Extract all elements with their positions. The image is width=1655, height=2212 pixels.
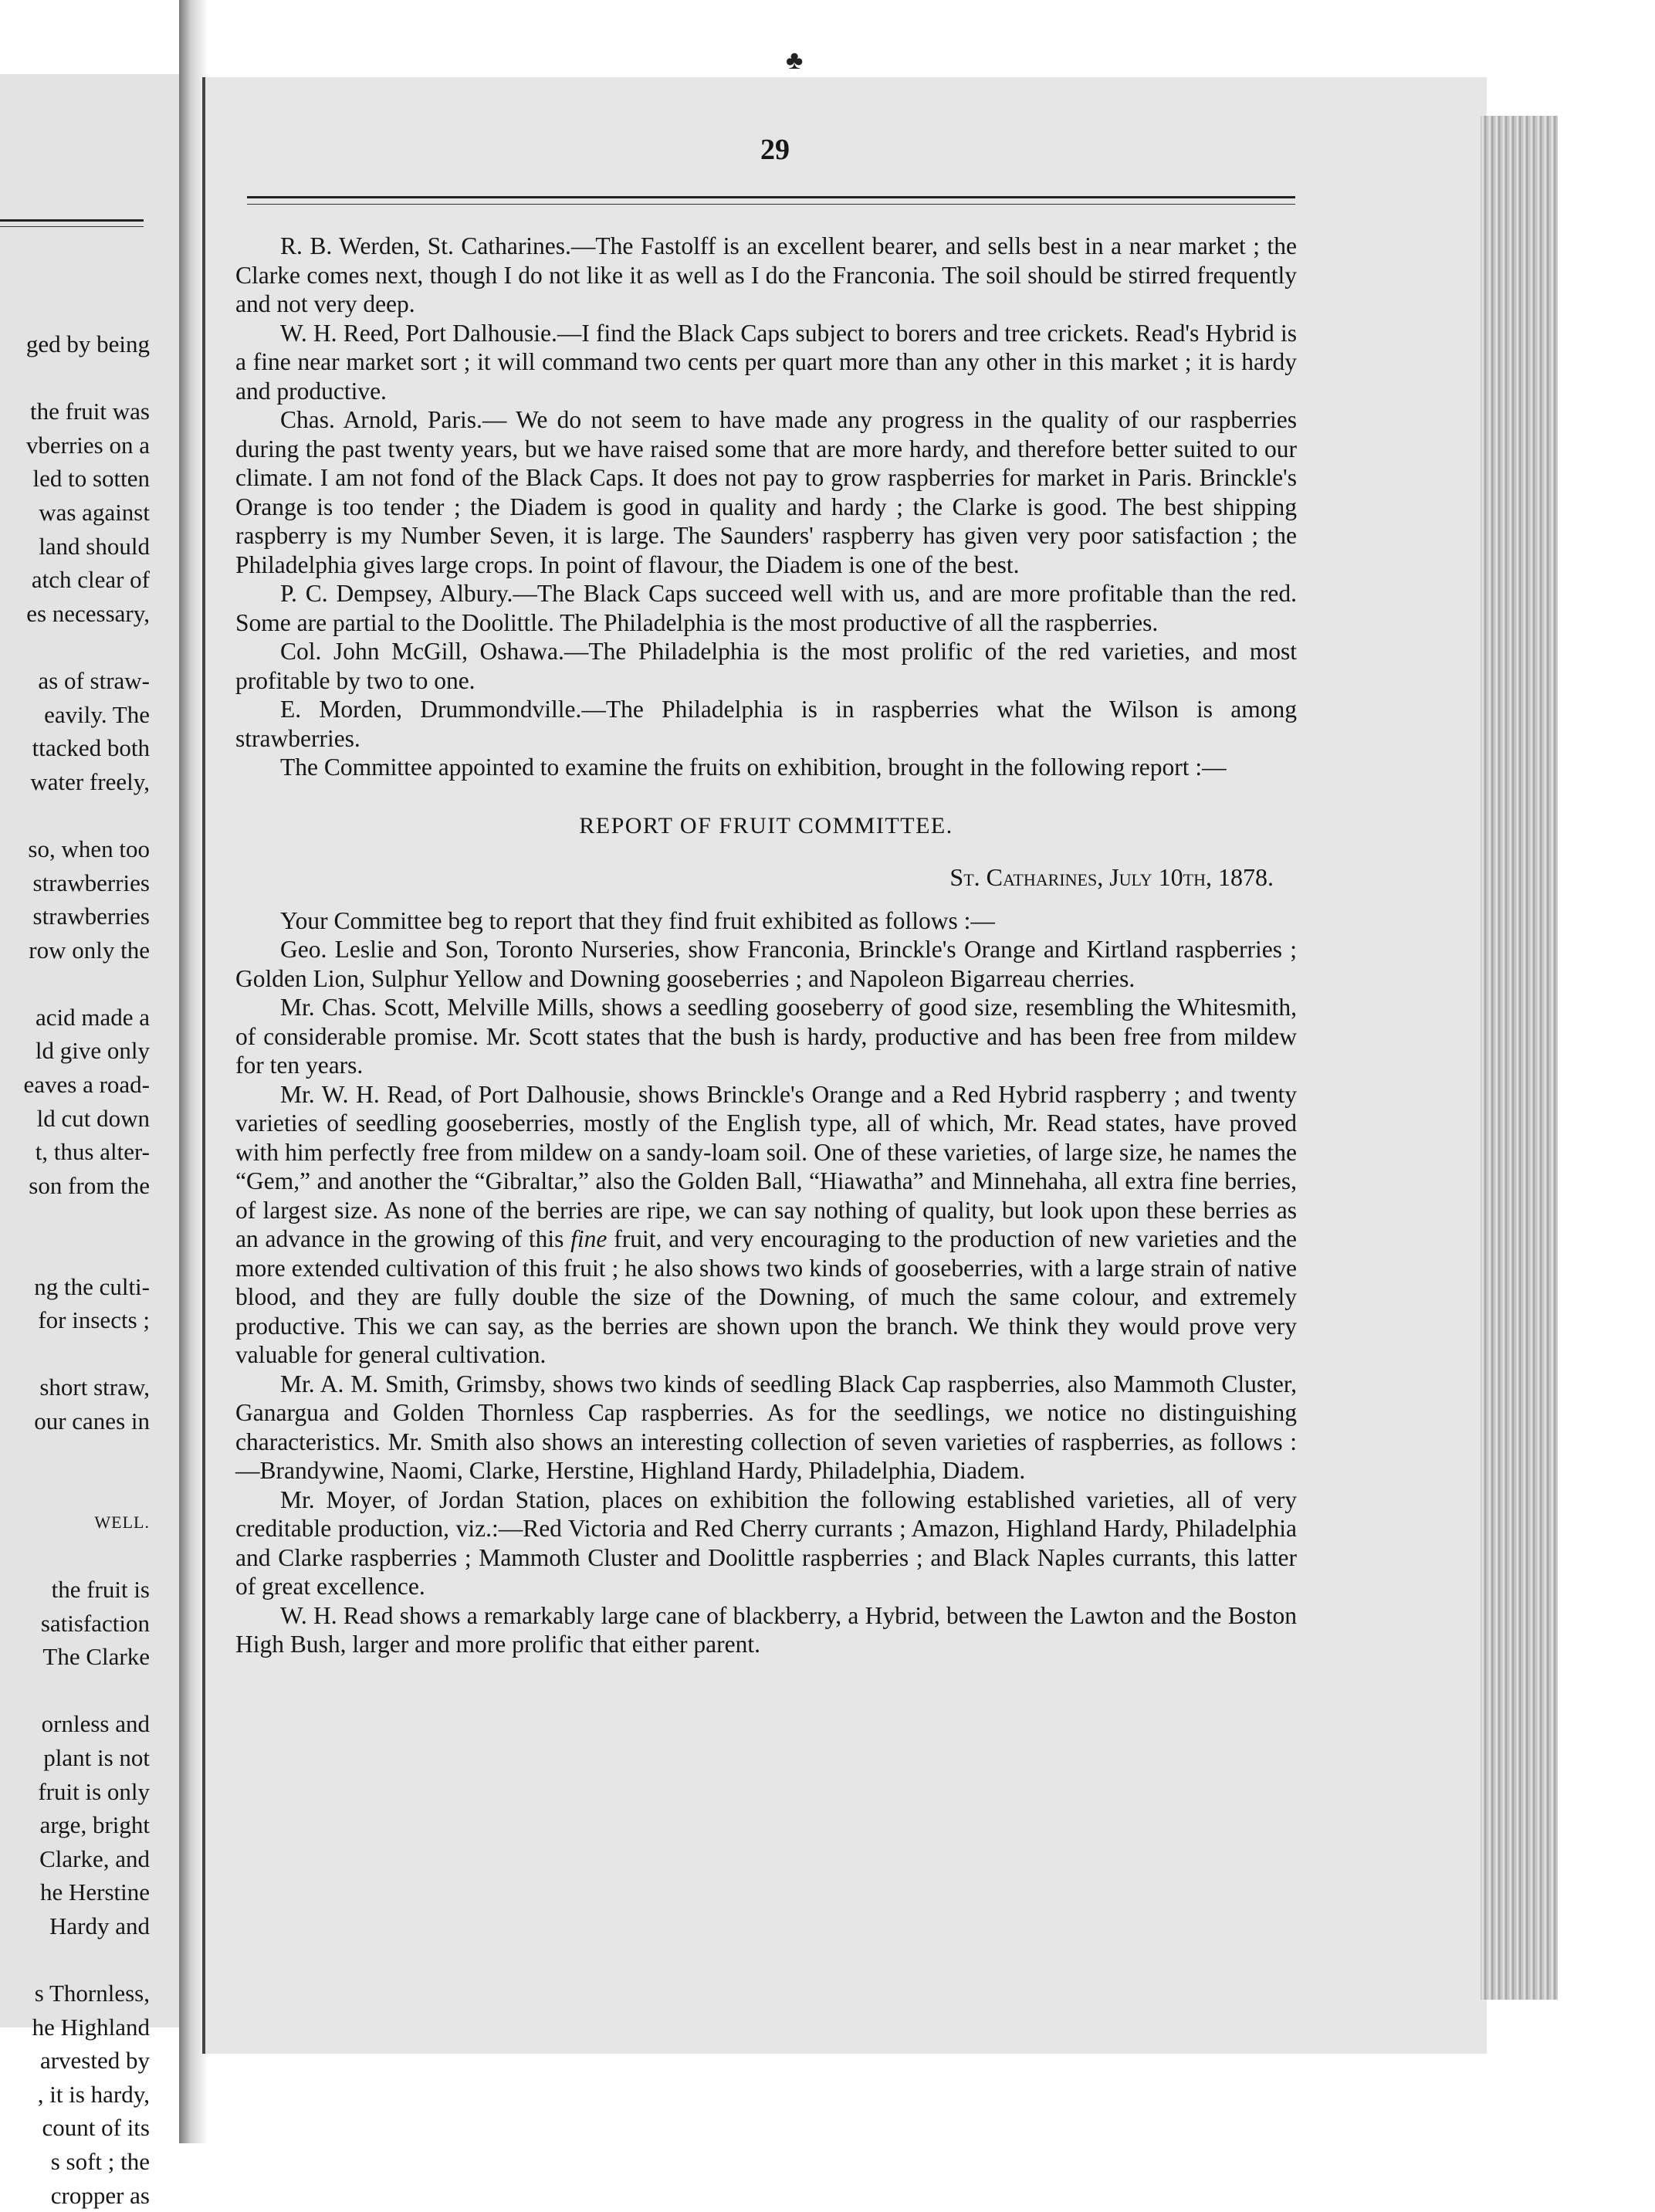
facing-page-line: he Herstine — [39, 1878, 150, 1906]
facing-page-blank-line — [23, 1943, 150, 1977]
facing-page-line: strawberries — [32, 869, 150, 896]
facing-page-line: es necessary, — [26, 599, 150, 627]
facing-page-fragment — [0, 74, 181, 2209]
paragraph-read — [235, 1080, 1297, 1370]
facing-page-line: strawberries — [32, 903, 150, 930]
paragraph-smith: Mr. A. M. Smith, Grimsby, shows two kinds of seedling Black Cap raspberries, also Mammoth Cluster, Ganargua and Golden Thornless Cap raspberries. As for the seedlings, we notice no distinguishing characteristics. Mr. Smith also shows an interesting collection of seven varieties of raspberries, as follows :—Brandywine, Naomi, Clarke, Herstine, Highland Hardy, Philadelphia, Diadem. — [235, 1370, 1297, 1484]
paragraph-arnold: Chas. Arnold, Paris.— We do not seem to have made any progress in the quality of our raspberries during the past twenty years, but we have raised some that are more hardy, and therefore better suited to our climate. I am not fond of the Black Caps. It does not pay to grow raspberries for market in Paris. Brinckle's Orange is too tender ; the Diadem is good in quality and hardy ; the Clarke is good. The best shipping raspberry is my Number Seven, it is large. The Saunders' raspberry has given very poor satisfaction ; the Philadelphia gives large crops. In point of flavour, the Diadem is one of the best. — [235, 406, 1297, 578]
facing-page-line: was against — [39, 498, 150, 526]
paragraph-dempsey: P. C. Dempsey, Albury.—The Black Caps succeed well with us, and are more profitable than the red. Some are partial to the Doolittle. The Philadelphia is the most productive of all the raspberries. — [235, 580, 1297, 636]
facing-page-line: eavily. The — [44, 700, 150, 728]
paragraph-mcgill: Col. John McGill, Oshawa.—The Philadelphia is the most prolific of the red varieties, and most profitable by two to one. — [235, 638, 1297, 694]
facing-page-line: he Highland — [32, 2013, 150, 2041]
facing-page-line: acid made a — [35, 1003, 150, 1031]
facing-page-line: led to sotten — [32, 465, 150, 493]
facing-page-blank-line — [23, 630, 150, 664]
facing-page-rule — [0, 219, 144, 227]
facing-page-line: arvested by — [39, 2047, 150, 2075]
facing-page-blank-line — [23, 1539, 150, 1573]
facing-page-line: WELL. — [94, 1512, 150, 1532]
facing-page-blank-line — [23, 1472, 150, 1506]
facing-page-blank-line — [23, 1236, 150, 1270]
facing-page-line: for insects ; — [38, 1306, 150, 1334]
facing-page-line: our canes in — [34, 1407, 150, 1435]
facing-page-line: ld give only — [35, 1037, 150, 1065]
facing-page-blank-line — [23, 1438, 150, 1472]
paragraph-read-part1: Mr. W. H. Read, of Port Dalhousie, shows Brinckle's Orange and a Red Hybrid raspberry ; and twenty varieties of seedling gooseberries, mostly of the English type, all of which, Mr. Read states, have proved with him perfectly free from mildew on a sandy-loam soil. One of these varieties, of large size, he names the “Gem,” and another the “Gibraltar,” also the Golden Ball, “Hiawatha” and Minnehaha, all extra fine berries, of largest size. As none of the berries are ripe, we can say nothing of quality, but look upon these berries as an advance in the growing of this — [235, 1080, 1297, 1252]
page-edges — [1481, 116, 1558, 2000]
header-rule — [247, 196, 1295, 205]
paragraph-committee-intro: The Committee appointed to examine the fruits on exhibition, brought in the following report :— — [280, 754, 1227, 781]
facing-page-line: so, when too — [28, 835, 150, 862]
paragraph-leslie: Geo. Leslie and Son, Toronto Nurseries, show Franconia, Brinckle's Orange and Kirtland raspberries ; Golden Lion, Sulphur Yellow and Downing gooseberries ; and Napoleon Bigarreau cherries. — [235, 936, 1297, 992]
facing-page-line: land should — [39, 532, 150, 560]
paragraph-read-italic: fine — [570, 1225, 608, 1252]
page-number: 29 — [760, 134, 790, 166]
facing-page-line: , it is hardy, — [37, 2080, 150, 2108]
facing-page-line: ged by being — [25, 330, 150, 357]
body-text — [235, 232, 1297, 1659]
paragraph-read-part2: fruit, and very encouraging to the production of new varieties and the more extended cultivation of this fruit ; he also shows two kinds of gooseberries, with a large strain of native blood, and they are fully double the size of the Downing, of much the same colour, and extremely productive. This we can say, as the berries are shown upon the branch. We think they would prove very valuable for general cultivation. — [235, 1225, 1297, 1368]
facing-page-line: ornless and — [41, 1710, 150, 1738]
paragraph-moyer: Mr. Moyer, of Jordan Station, places on exhibition the following established varieties, all of very creditable production, viz.:—Red Victoria and Red Cherry currants ; Amazon, Highland Hardy, Philadelphia and Clarke raspberries ; Mammoth Cluster and Doolittle raspberries ; and Black Naples currants, this latter of great excellence. — [235, 1485, 1297, 1600]
facing-page-line: short straw, — [39, 1374, 150, 1401]
paragraph-werden: R. B. Werden, St. Catharines.—The Fastolff is an excellent bearer, and sells best in a near market ; the Clarke comes next, though I do not like it as well as I do the Franconia. The soil should be stirred frequently and not very deep. — [235, 232, 1297, 317]
facing-page-line: s Thornless, — [34, 1980, 150, 2007]
facing-page-line: plant is not — [43, 1743, 150, 1771]
facing-page-line: ng the culti- — [34, 1272, 150, 1300]
facing-page-blank-line — [23, 361, 150, 395]
facing-page-blank-line — [23, 1202, 150, 1236]
facing-page-line: as of straw- — [38, 666, 150, 694]
facing-page-line: Hardy and — [49, 1912, 150, 1939]
paragraph-reed: W. H. Reed, Port Dalhousie.—I find the Black Caps subject to borers and tree crickets. Read's Hybrid is a fine near market sort ; it will command two cents per quart more than any other in this market ; it is hardy and productive. — [235, 319, 1297, 405]
paragraph-report-intro: Your Committee beg to report that they find fruit exhibited as follows :— — [280, 906, 995, 934]
facing-page-blank-line — [23, 1337, 150, 1371]
facing-page-line: arge, bright — [39, 1811, 150, 1839]
facing-page-line: s soft ; the — [50, 2148, 150, 2176]
paragraph-morden: E. Morden, Drummondville.—The Philadelphia is in raspberries what the Wilson is among strawberries. — [235, 696, 1297, 752]
printer-ornament-icon: ♣ — [786, 46, 804, 75]
facing-page-line: the fruit is — [51, 1575, 150, 1603]
facing-page-line: t, thus alter- — [35, 1138, 150, 1166]
facing-page-line: The Clarke — [42, 1643, 150, 1671]
facing-page-line: water freely, — [30, 767, 150, 795]
paragraph-scott: Mr. Chas. Scott, Melville Mills, shows a seedling gooseberry of good size, resembling the Whitesmith, of considerable promise. Mr. Scott states that the bush is hardy, productive and has been free from mildew for ten years. — [235, 994, 1297, 1079]
facing-page-line: vberries on a — [25, 431, 150, 459]
report-heading: REPORT OF FRUIT COMMITTEE. — [579, 812, 953, 838]
facing-page-line: eaves a road- — [23, 1071, 150, 1099]
facing-page-line: ld cut down — [36, 1104, 150, 1132]
facing-page-line: son from the — [29, 1171, 150, 1199]
facing-page-line: the fruit was — [30, 398, 150, 425]
facing-page-line: ttacked both — [32, 734, 150, 762]
facing-page-blank-line — [23, 967, 150, 1001]
facing-page-blank-line — [23, 1674, 150, 1708]
facing-page-line: atch clear of — [31, 566, 150, 594]
facing-page-line: Clarke, and — [39, 1844, 150, 1872]
facing-page-line: satisfaction — [40, 1609, 150, 1637]
report-dateline: St. Catharines, July 10th, 1878. — [949, 863, 1274, 891]
facing-page-line: fruit is only — [38, 1777, 150, 1805]
facing-page-line: row only the — [29, 936, 150, 964]
facing-page-line: count of its — [42, 2114, 150, 2142]
facing-page-text — [23, 327, 150, 2212]
facing-page-blank-line — [23, 798, 150, 832]
paragraph-read-blackberry: W. H. Read shows a remarkably large cane of blackberry, a Hybrid, between the Lawton and the Boston High Bush, larger and more prolific that either parent. — [235, 1601, 1297, 1658]
facing-page-line: cropper as — [50, 2181, 150, 2209]
